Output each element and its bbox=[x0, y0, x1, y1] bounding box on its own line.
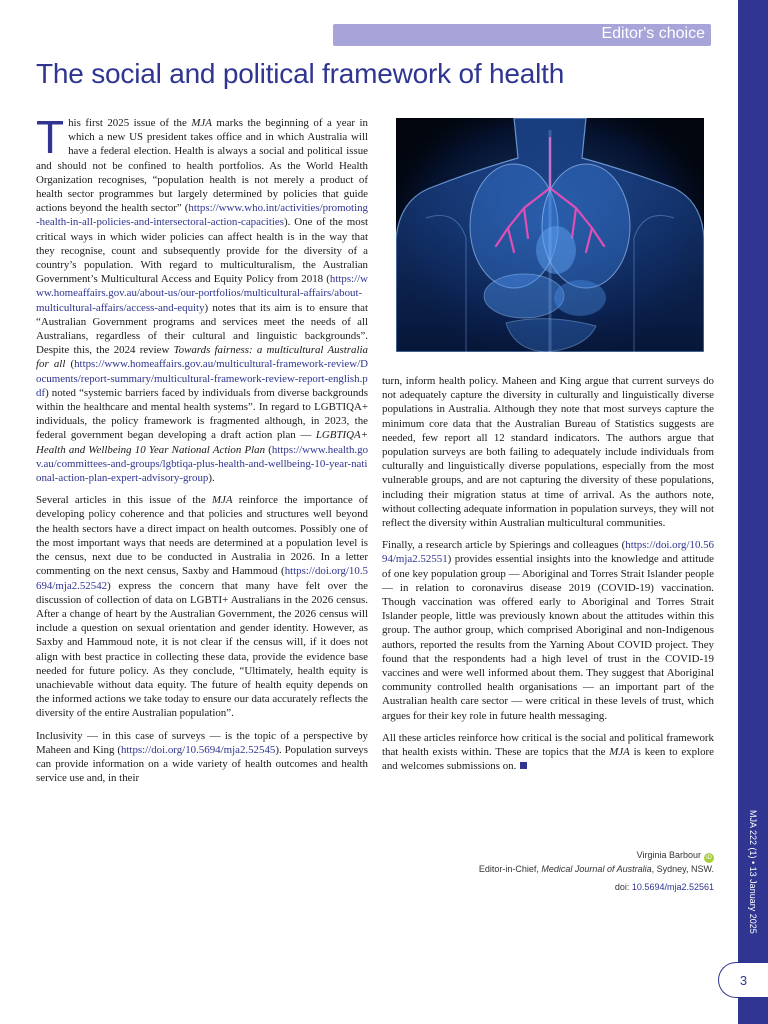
text-run: ). Population surveys can provide information on a wide variety of health outcomes and health service use and, in their bbox=[36, 743, 368, 785]
text-run: ) noted “systemic barriers faced by individuals from diverse backgrounds within the healthcare and mental health systems”. In regard to LGBTIQA+ individuals, the policy framework is fragmented although, in 2023, the federal government began developing a draft action plan — bbox=[36, 386, 368, 442]
journal-abbrev: MJA bbox=[211, 494, 233, 507]
text-run: Inclusivity — in this case of surveys — is the topic of a perspective by Maheen and King ( bbox=[36, 729, 368, 756]
signature-role bbox=[479, 864, 714, 874]
who-link[interactable]: https://www.who.int/activities/promoting-health-in-all-policies-and-intersectoral-action-capacities bbox=[36, 202, 368, 229]
drop-cap: T bbox=[36, 111, 65, 163]
paragraph bbox=[382, 731, 714, 774]
text-run: ) express the concern that many have felt over the discussion of collection of data on LGBTI+ Australians in the 2026 census. After a change of heart by the Australian Government, the 2026 census will include a question on sexual orientation and gender identity. However, as Saxby and Hammoud note, it is not clear if the census will, if it does not align with best practice in collecting these data, provide the evidence base needed for future policy. As they conclude, “Ultimately, health equity is unachievable without data equity. The future of health equity depends on the informed actions we take today to ensure our data accurately reflects the diversity of the entire Australian population”. bbox=[36, 579, 368, 720]
anatomy-illustration-icon bbox=[396, 118, 704, 352]
spierings-doi-link[interactable]: https://doi.org/10.5694/mja2.52551 bbox=[382, 539, 714, 566]
text-run: Several articles in this issue of the bbox=[36, 494, 212, 507]
end-mark-icon bbox=[520, 762, 527, 769]
page-number: 3 bbox=[718, 962, 768, 998]
author-name: Virginia Barbour bbox=[636, 850, 701, 860]
text-run: ). One of the most critical ways in which wider policies can affect health is in the way that they recognise, count and subsequently provide for the diversity of a country’s population. With regard to multiculturalism, the Australian Government’s Multicultural Access and Equity Policy from 2018 ( bbox=[36, 216, 368, 286]
text-run: reinforce the importance of developing policy coherence and that policies and structures well beyond the health sectors have a direct impact on health outcomes. Possibly one of the most important ways that needs are determined at a population level is the census, next due to be conducted in Australia in 2026. In a letter commenting on the next census, Saxby and Hammoud ( bbox=[36, 494, 368, 578]
section-label: Editor's choice bbox=[601, 25, 705, 42]
text-run: Finally, a research article by Spierings and colleagues ( bbox=[382, 539, 626, 552]
article-title: The social and political framework of health bbox=[36, 58, 565, 89]
journal-abbrev: MJA bbox=[191, 117, 212, 129]
signature-author bbox=[637, 850, 714, 863]
author-role: Editor-in-Chief, bbox=[478, 864, 542, 874]
text-run: ( bbox=[65, 358, 75, 371]
text-run: ( bbox=[265, 443, 272, 456]
lgbtiqa-plan-link[interactable]: https://www.health.gov.au/committees-and-groups/lgbtiqa-plus-health-and-wellbeing-10-year-national-action-plan-expert-advisory-group bbox=[36, 443, 369, 485]
report-title: Towards fairness: a multicultural Australia for all bbox=[36, 344, 368, 371]
journal-name: Medical Journal of Australia bbox=[541, 864, 652, 874]
author-location: , Sydney, NSW. bbox=[651, 864, 714, 874]
text-run: is keen to explore and welcomes submissions on. bbox=[382, 746, 715, 773]
paragraph: turn, inform health policy. Maheen and King argue that current surveys do not adequately capture the diversity in culturally and linguistically diverse populations in Australia. Although they note that most surveys capture the minimum core data that the Australian Bureau of Statistics suggests are needed, few report all 12 standard indicators. The authors argue that population surveys are both failing to adequately include individuals from culturally and linguistically diverse populations, especially from the most vulnerable groups, and are not capturing the diversity of these populations, including their migration status at time of arrival. As the authors note, without collecting adequate information in population surveys, they will not reflect the diversity within Australian multicultural communities. bbox=[382, 375, 714, 530]
maheen-doi-link[interactable]: https://doi.org/10.5694/mja2.52545 bbox=[120, 743, 276, 756]
text-run: All these articles reinforce how critical is the social and political framework that health exists within. These are topics that the bbox=[382, 731, 714, 759]
multicultural-review-link[interactable]: https://www.homeaffairs.gov.au/multicultural-framework-review/Documents/report-summary/multicultural-framework-review-report-english.pdf bbox=[36, 358, 368, 399]
article-doi-link[interactable]: 10.5694/mja2.52561 bbox=[631, 882, 714, 892]
left-column bbox=[36, 111, 369, 793]
issue-info-text: MJA 222 (1) • 13 January 2025 bbox=[748, 810, 758, 934]
right-column bbox=[382, 374, 714, 781]
homeaffairs-access-equity-link[interactable]: https://www.homeaffairs.gov.au/about-us/our-portfolios/multicultural-affairs/about-multicultural-affairs/access-and-equity bbox=[36, 273, 368, 314]
anatomy-svg bbox=[396, 118, 704, 352]
text-run: his first 2025 issue of the bbox=[68, 117, 192, 129]
section-tag bbox=[333, 24, 711, 46]
doi-label: doi: bbox=[614, 882, 632, 892]
text-run: ) notes that its aim is to ensure that “Australian Government programs and services meet the needs of all Australians, regardless of their cultural and linguistic backgrounds”. Despite this, the 2024 review bbox=[36, 301, 368, 357]
paragraph bbox=[382, 538, 714, 723]
text-run: ). bbox=[208, 472, 215, 485]
paragraph bbox=[36, 729, 368, 786]
saxby-doi-link[interactable]: https://doi.org/10.5694/mja2.52542 bbox=[36, 565, 368, 592]
text-run: ) provides essential insights into the knowledge and attitude of one key population group — Aboriginal and Torres Strait Islander people — in relation to coronavirus disease 2019 (COVID-19) vaccination. Though vaccination was offered early to Aboriginal and Torres Strait Islander people, little was previously known about the attitudes within this group. The author group, which comprised Aboriginal and non-Indigenous authors, reported the results from the Yarning About COVID project. They found that the respondents had a high level of trust in the COVID-19 vaccines and were well informed about them. They suggest that Aboriginal community controlled health organisations — an important part of the Australian health care sector — were critical in these levels of trust, which argues for their key role in future health messaging. bbox=[382, 553, 714, 722]
paragraph bbox=[36, 493, 368, 720]
action-plan-title: LGBTIQA+ Health and Wellbeing 10 Year National Action Plan bbox=[36, 429, 368, 456]
orcid-icon[interactable]: iD bbox=[704, 853, 714, 863]
signature-doi bbox=[615, 882, 714, 892]
text-run: marks the beginning of a year in which a new US president takes office and in which Australia will have a federal election. Health is always a social and political issue and should not be confined to health portfolios. As the World Health Organization recognises, “population health is not merely a product of health sector programmes but largely determined by policies that guide actions beyond the health sector” ( bbox=[36, 117, 369, 215]
paragraph bbox=[36, 111, 369, 485]
journal-abbrev: MJA bbox=[609, 746, 630, 759]
